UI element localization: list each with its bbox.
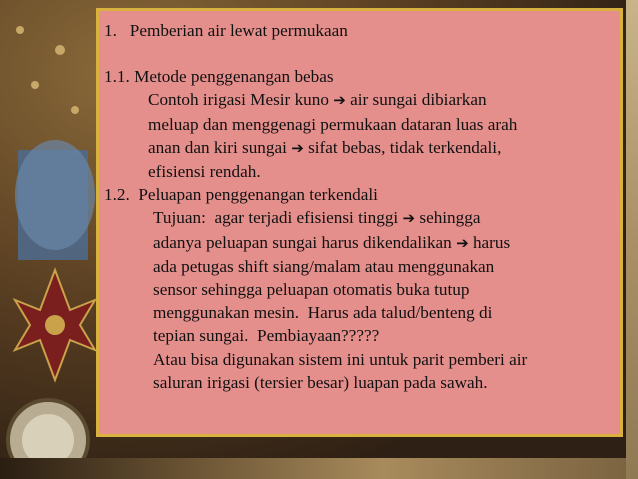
right-decor-strip <box>626 0 638 479</box>
section-1-line: meluap dan menggenagi permukaan dataran luas arah <box>148 114 518 134</box>
map-dot <box>31 81 39 89</box>
section-2-line: saluran irigasi (tersier besar) luapan pada sawah. <box>153 372 488 392</box>
map-dot <box>16 26 24 34</box>
map-dot <box>71 106 79 114</box>
section-2-line: sensor sehingga peluapan otomatis buka tutup <box>153 280 470 300</box>
section-2-line: tepian sungai. Pembiayaan????? <box>153 326 380 346</box>
section-1-line: anan dan kiri sungai ➔ sifat bebas, tidak terkendali, <box>148 137 502 157</box>
rosette-shape <box>15 140 95 250</box>
medal-center <box>45 315 65 335</box>
section-1-line: efisiensi rendah. <box>148 162 261 182</box>
section-2-title: 1.2. Peluapan penggenangan terkendali <box>104 185 378 205</box>
arrow-right-icon: ➔ <box>456 233 469 252</box>
bottom-decor-strip <box>0 458 638 479</box>
arrow-right-icon: ➔ <box>402 209 416 228</box>
arrow-right-icon: ➔ <box>333 91 346 110</box>
section-1-line: Contoh irigasi Mesir kuno ➔ air sungai dibiarkan <box>148 90 487 110</box>
map-dot <box>55 45 65 55</box>
slide-heading: 1. Pemberian air lewat permukaan <box>104 21 348 40</box>
section-1-title: 1.1. Metode penggenangan bebas <box>104 67 334 87</box>
content-panel <box>96 8 623 437</box>
section-2-line: ada petugas shift siang/malam atau menggunakan <box>153 256 495 276</box>
section-2-line: Atau bisa digunakan sistem ini untuk parit pemberi air <box>153 349 528 369</box>
section-2-line: adanya peluapan sungai harus dikendalikan ➔ harus <box>153 232 511 252</box>
arrow-right-icon: ➔ <box>291 138 304 157</box>
section-2-line: Tujuan: agar terjadi efisiensi tinggi ➔ sehingga <box>153 208 481 228</box>
section-2-line: menggunakan mesin. Harus ada talud/benteng di <box>153 303 493 323</box>
